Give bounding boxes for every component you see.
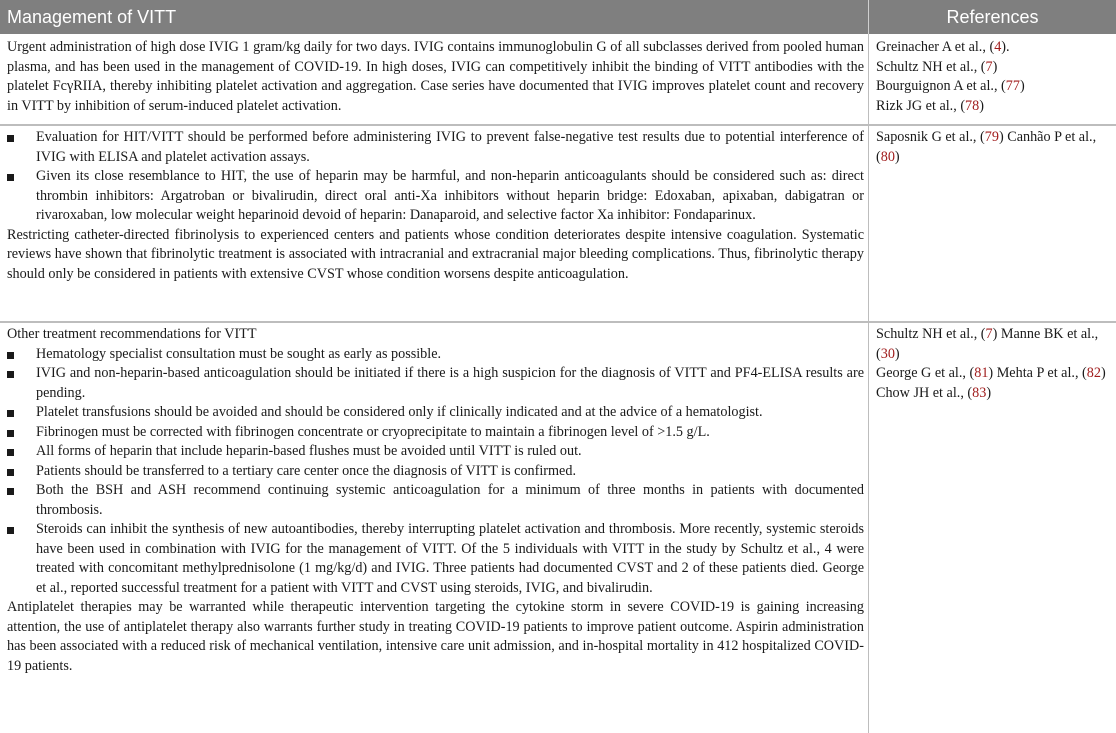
bullet-square-icon [7,449,14,456]
row2-references [876,128,1110,167]
reference-link[interactable]: 30 [880,345,895,362]
reference-link[interactable]: 79 [984,129,999,145]
reference-item: Schultz NH et al., (7) [876,58,998,75]
row-divider [0,321,1116,323]
reference-item: Schultz NH et al., (7) Manne BK et al., (30) [876,326,1099,362]
reference-item: Bourguignon A et al., (77) [876,78,1025,94]
column-divider [868,34,869,733]
bullet-item: Platelet transfusions should be avoided and should be considered only if clinically indicated and at the advice of a hematologist. [7,403,864,423]
row1-references [876,38,1110,116]
reference-link[interactable]: 7 [985,58,993,75]
bullet-item: Hematology specialist consultation must be sought as early as possible. [7,345,864,365]
reference-link[interactable]: 80 [880,148,895,165]
reference-item: Greinacher A et al., (4). [876,39,1010,55]
reference-link[interactable]: 83 [972,384,987,401]
bullet-item: Patients should be transferred to a tertiary care center once the diagnosis of VITT is confirmed. [7,462,864,482]
reference-item: Chow JH et al., (83) [876,384,992,401]
bullet-item: Steroids can inhibit the synthesis of new autoantibodies, thereby interrupting platelet activation and thrombosis. More recently, systemic steroids have been used in combination with IVIG for the management of VITT. Of the 5 individuals with VITT in the study by Schultz et al., 4 were treated with concomitant methylprednisolone (1 mg/kg/d) and IVIG. Three patients had documented CVST and 2 of these patients died. George et al., reported successful treatment for a patient with VITT and CVST using steroids, IVIG, and bivalirudin. [7,520,864,598]
reference-item: George G et al., (81) Mehta P et al., (82) [876,365,1106,381]
header-references: References [946,7,1039,27]
bullet-item: IVIG and non-heparin-based anticoagulation should be initiated if there is a high suspicion for the diagnosis of VITT and PF4-ELISA results are pending. [7,364,864,403]
bullet-square-icon [7,488,14,495]
header-management-of-vitt: Management of VITT [7,7,177,27]
bullet-square-icon [7,174,14,181]
bullet-item: All forms of heparin that include heparin-based flushes must be avoided until VITT is ruled out. [7,442,864,462]
reference-link[interactable]: 78 [965,97,980,114]
reference-link[interactable]: 7 [985,326,993,342]
bullet-item: Given its close resemblance to HIT, the use of heparin may be harmful, and non-heparin anticoagulants should be considered such as: direct thrombin inhibitors: Argatroban or bivalirudin, direct oral anti-Xa inhibitors without heparin bridge: Edoxaban, apixaban, dabigatran or rivaroxaban, low molecular weight heparinoid devoid of heparin: Danaparoid, and selective factor Xa inhibitor: Fondaparinux. [7,167,864,226]
row3-intro: Other treatment recommendations for VITT [7,326,257,342]
bullet-item: Evaluation for HIT/VITT should be performed before administering IVIG to prevent false-negative test results due to potential interference of IVIG with ELISA and platelet activation assays. [7,128,864,167]
bullet-square-icon [7,352,14,359]
row3-management [7,325,864,676]
table-header [0,0,1116,34]
row-divider [0,124,1116,126]
reference-item: Rizk JG et al., (78) [876,97,984,114]
row2-management [7,128,864,284]
reference-link[interactable]: 77 [1005,78,1020,94]
row3-paragraph: Antiplatelet therapies may be warranted while therapeutic intervention targeting the cytokine storm in severe COVID-19 is gaining increasing attention, the use of antiplatelet therapy also warrants further study in treating COVID-19 patients to improve patient outcome. Aspirin administration has been associated with a reduced risk of mechanical ventilation, intensive care unit admission, and in-hospital mortality in 412 hospitalized COVID-19 patients. [7,599,864,674]
bullet-square-icon [7,527,14,534]
reference-item: Saposnik G et al., (79) Canhão P et al., (80) [876,129,1097,165]
reference-link[interactable]: 82 [1086,365,1101,381]
bullet-item: Fibrinogen must be corrected with fibrinogen concentrate or cryoprecipitate to maintain a fibrinogen level of >1.5 g/L. [7,423,864,443]
reference-link[interactable]: 4 [994,39,1002,55]
row2-paragraph: Restricting catheter-directed fibrinolysis to experienced centers and patients whose condition deteriorates despite intensive coagulation. Systematic reviews have shown that fibrinolytic treatment is associated with intracranial and extracranial major bleeding complications. Thus, fibrinolytic therapy should only be considered in patients with extensive CVST whose condition worsens despite anticoagulation. [7,226,864,282]
bullet-square-icon [7,371,14,378]
row1-management [7,38,864,116]
row1-text: Urgent administration of high dose IVIG 1 gram/kg daily for two days. IVIG contains immunoglobulin G of all subclasses derived from pooled human plasma, and has been used in the management of COVID-19. In high doses, IVIG can competitively inhibit the binding of VITT antibodies with the platelet FcγRIIA, thereby inhibiting platelet activation and aggregation. Case series have documented that IVIG improves platelet count and recovery in VITT by inhibition of serum-induced platelet activation. [7,39,864,114]
row3-references [876,325,1110,403]
bullet-square-icon [7,469,14,476]
bullet-item: Both the BSH and ASH recommend continuing systemic anticoagulation for a minimum of three months in patients with documented thrombosis. [7,481,864,520]
bullet-square-icon [7,135,14,142]
bullet-square-icon [7,410,14,417]
bullet-square-icon [7,430,14,437]
reference-link[interactable]: 81 [974,365,989,381]
